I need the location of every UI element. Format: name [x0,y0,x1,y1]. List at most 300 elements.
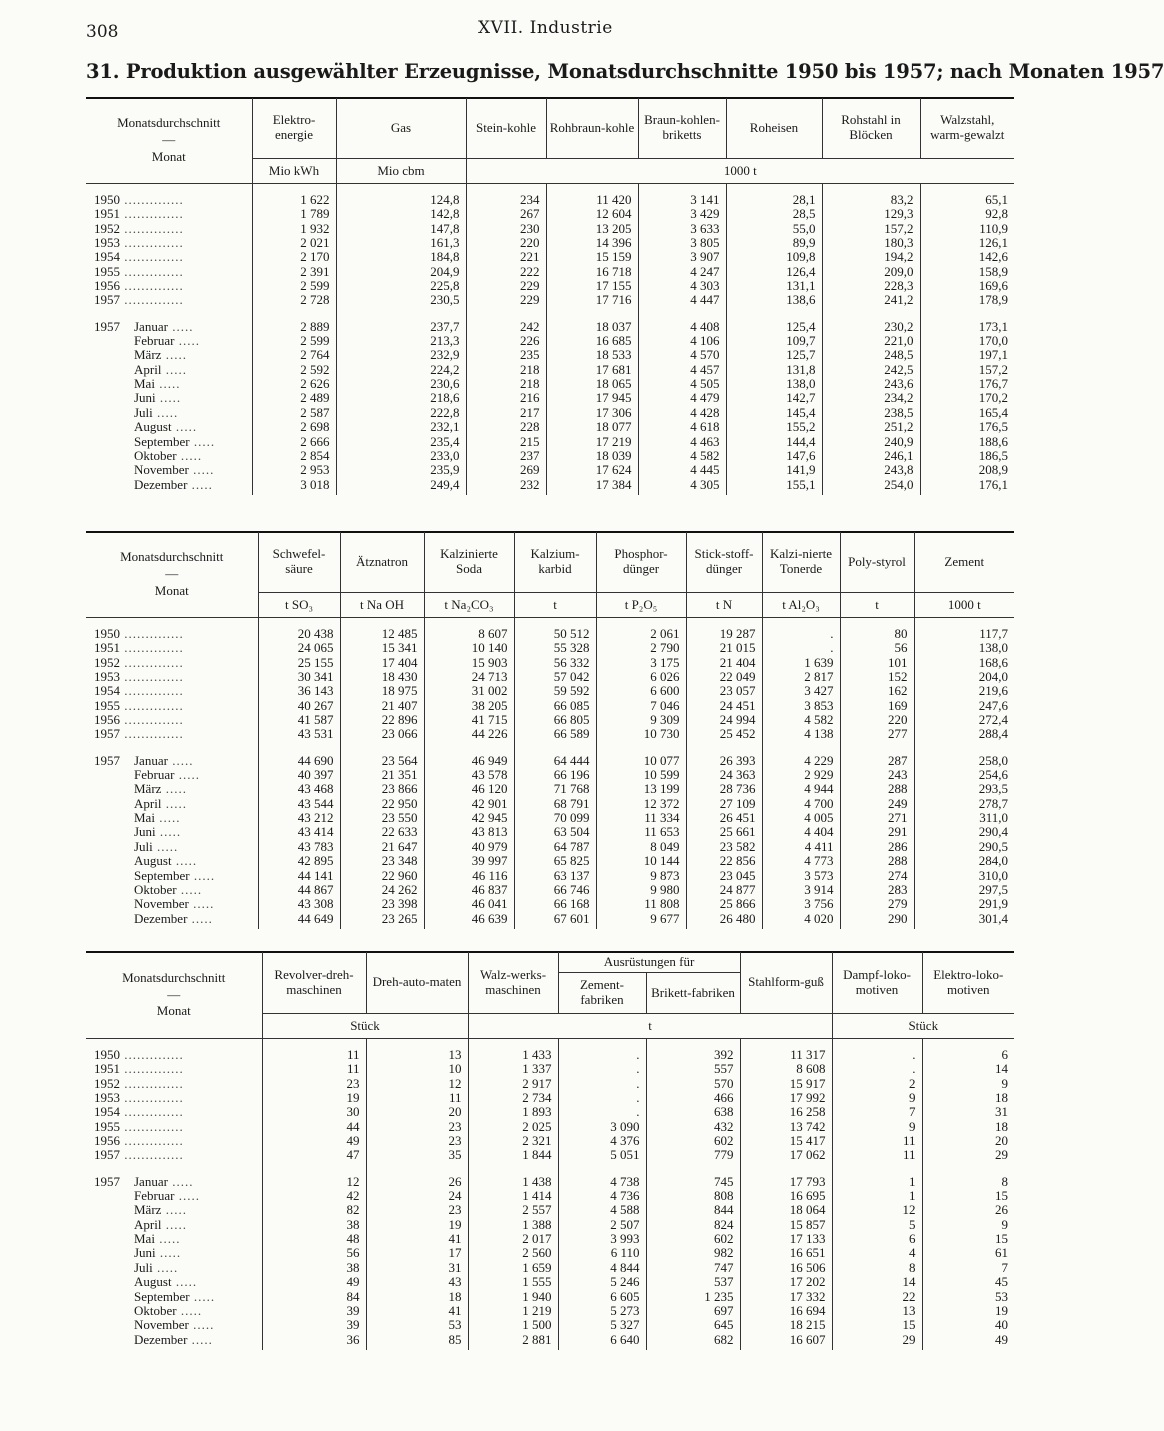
table-cell: 226 [466,334,546,348]
table-cell: 291,9 [914,897,1014,911]
table-row [86,897,1014,911]
row-month-label: Oktober [134,447,177,463]
table-cell: . [832,1039,922,1063]
table-cell: 44 690 [258,754,340,768]
table-cell: 638 [646,1105,740,1119]
table-cell: 16 695 [740,1189,832,1203]
table-cell: 11 420 [546,184,638,208]
table-cell: 17 681 [546,363,638,377]
table-cell: 11 [366,1091,468,1105]
table-cell: 43 813 [424,825,514,839]
table-cell: 67 601 [514,912,596,929]
leader-dots: ..... [189,1288,216,1304]
table-row [86,797,1014,811]
table-cell: 80 [840,618,914,642]
leader-dots: ..... [188,462,215,478]
table-cell: 24 363 [686,768,762,782]
table-cell: 279 [840,897,914,911]
table-cell: 53 [922,1290,1014,1304]
column-header: Kalzi-nierte Tonerde [762,532,840,593]
leader-dots: .............. [120,654,184,670]
table-cell: 15 417 [740,1134,832,1148]
leader-dots: ..... [161,1216,187,1232]
spacer-cell [920,308,1014,320]
row-label [86,912,258,929]
column-header: Dampf-loko-motiven [832,952,922,1014]
table-cell: 63 137 [514,869,596,883]
table-row [86,1232,1014,1246]
table-cell: 297,5 [914,883,1014,897]
row-month-label: Dezember [134,910,188,926]
table-cell: 23 [366,1203,468,1217]
row-year-label: 1951 [94,1061,120,1077]
table-cell: 11 334 [596,811,686,825]
row-month-label: April [134,795,162,811]
table-cell: 173,1 [920,320,1014,334]
table-cell: 17 404 [340,656,424,670]
leader-dots: ..... [171,853,198,869]
table-cell: 9 677 [596,912,686,929]
column-header: Roheisen [726,98,822,159]
table-cell: 126,1 [920,236,1014,250]
table-cell: 188,6 [920,435,1014,449]
table-cell: 169,6 [920,279,1014,293]
table-cell: 1 555 [468,1275,558,1289]
leader-dots: ..... [167,318,194,334]
table-cell: 4 582 [638,449,726,463]
table-cell: 49 [262,1134,366,1148]
row-month-label: Juli [134,838,153,854]
table-cell: 278,7 [914,797,1014,811]
table-row [86,348,1014,362]
table-cell: 7 [832,1105,922,1119]
table-cell: 42 [262,1189,366,1203]
row-label [86,656,258,670]
table-cell: 23 564 [340,754,424,768]
table-row [86,825,1014,839]
table-cell: 9 [922,1218,1014,1232]
table-cell: 44 [262,1120,366,1134]
row-label [86,420,252,434]
table-cell: 125,7 [726,348,822,362]
row-label [86,797,258,811]
table-cell: 247,6 [914,699,1014,713]
stub-head-dash: — [167,986,181,1002]
row-label [86,1203,262,1217]
spacer-cell [914,742,1014,754]
table-cell: 22 896 [340,713,424,727]
table-cell: 2 881 [468,1333,558,1350]
table-cell: 229 [466,293,546,307]
table-cell: 22 950 [340,797,424,811]
table-cell: 109,7 [726,334,822,348]
table-cell: 7 [922,1261,1014,1275]
row-year-label: 1955 [94,263,120,279]
table-cell: 59 592 [514,684,596,698]
leader-dots: ..... [171,419,198,435]
table-cell: 7 046 [596,699,686,713]
row-year-label: 1953 [94,669,120,685]
row-label [86,768,258,782]
row-year-label: 1950 [94,1047,120,1062]
table-cell: 1 622 [252,184,336,208]
table-row [86,883,1014,897]
table-cell: 24 262 [340,883,424,897]
table-cell: 3 907 [638,250,726,264]
table-cell: 10 140 [424,641,514,655]
table-row [86,782,1014,796]
table-cell: 186,5 [920,449,1014,463]
table-cell: 169 [840,699,914,713]
table-cell: 31 [922,1105,1014,1119]
column-header: Poly-styrol [840,532,914,593]
table-cell: 4 738 [558,1175,646,1189]
table-cell: 4 305 [638,478,726,495]
row-label [86,1218,262,1232]
table-cell: 23 582 [686,840,762,854]
table-cell: 3 914 [762,883,840,897]
spacer-cell [922,1163,1014,1175]
table-row [86,334,1014,348]
leader-dots: .............. [120,683,184,699]
stub-head-line1: Monatsdurchschnitt [117,115,221,131]
table-cell: 217 [466,406,546,420]
table-cell: 301,4 [914,912,1014,929]
table-cell: 4 447 [638,293,726,307]
leader-dots: .............. [120,640,184,656]
table-cell: 157,2 [822,222,920,236]
table-cell: 18 037 [546,320,638,334]
unit-header: Stück [262,1014,468,1039]
table-cell: 287 [840,754,914,768]
table-cell: 66 196 [514,768,596,782]
table-cell: 18 [922,1120,1014,1134]
row-label [86,670,258,684]
table-cell: 537 [646,1275,740,1289]
table-cell: 64 787 [514,840,596,854]
table-cell: 27 109 [686,797,762,811]
table-cell: 4 411 [762,840,840,854]
row-label [86,348,252,362]
row-label [86,1304,262,1318]
row-month-label: Dezember [134,1331,188,1347]
table-row [86,1120,1014,1134]
row-month-label: März [134,781,162,797]
table-cell: 46 116 [424,869,514,883]
table-cell: 290 [840,912,914,929]
row-label [86,293,252,307]
table-cell: 18 064 [740,1203,832,1217]
table-cell: 168,6 [914,656,1014,670]
table-cell: 249,4 [336,478,466,495]
row-year-prefix: 1957 [94,318,120,334]
row-label [86,618,258,642]
spacer-cell [366,1163,468,1175]
table-cell: 66 168 [514,897,596,911]
table-cell: 66 746 [514,883,596,897]
spacer-cell [424,742,514,754]
stub-head-line2: Monat [154,582,189,598]
table-cell: 40 397 [258,768,340,782]
table-cell: 2 599 [252,334,336,348]
row-label [86,782,258,796]
table-cell: 21 351 [340,768,424,782]
table-cell: 2 017 [468,1232,558,1246]
table-cell: 2 025 [468,1120,558,1134]
row-label [86,754,258,768]
spacer-cell [340,742,424,754]
column-header: Phosphor-dünger [596,532,686,593]
table-cell: 241,2 [822,293,920,307]
table-cell: 65 825 [514,854,596,868]
table-cell: 21 404 [686,656,762,670]
table-cell: 43 531 [258,727,340,741]
table-cell: 129,3 [822,207,920,221]
row-year-label: 1952 [94,220,120,236]
table-cell: 222,8 [336,406,466,420]
leader-dots: ..... [176,881,203,897]
leader-dots: ..... [189,433,216,449]
row-month-label: Februar [134,767,175,783]
table-cell: 44 141 [258,869,340,883]
table-cell: 4 404 [762,825,840,839]
table-cell: 124,8 [336,184,466,208]
leader-dots: ..... [152,404,179,420]
table-cell: 218 [466,377,546,391]
row-label [86,1120,262,1134]
table-cell: 28,1 [726,184,822,208]
row-year-label: 1953 [94,1090,120,1106]
table-cell: 4 428 [638,406,726,420]
table-cell: 17 793 [740,1175,832,1189]
table-cell: 11 [262,1039,366,1063]
table-cell: 1 893 [468,1105,558,1119]
row-year-label: 1952 [94,1075,120,1091]
row-year-label: 1951 [94,206,120,222]
table-row [86,1203,1014,1217]
table-cell: 2 889 [252,320,336,334]
table-cell: 49 [262,1275,366,1289]
table-cell: 220 [466,236,546,250]
leader-dots: .............. [120,712,184,728]
table-cell: 18 [922,1091,1014,1105]
table-cell: 243,8 [822,463,920,477]
table-cell: 216 [466,391,546,405]
table-cell: 1 337 [468,1062,558,1076]
leader-dots: ..... [189,867,216,883]
column-header: Rohstahl in Blöcken [822,98,920,159]
table-cell: 19 287 [686,618,762,642]
row-label [86,840,258,854]
table-row [86,1091,1014,1105]
table-cell: 237,7 [336,320,466,334]
table-cell: 4 570 [638,348,726,362]
table-cell: 43 308 [258,897,340,911]
table-cell: 23 [366,1134,468,1148]
table-cell: 2 391 [252,265,336,279]
spacer-cell [558,1163,646,1175]
table-cell: 19 [262,1091,366,1105]
spacer-cell [514,742,596,754]
table-cell: 209,0 [822,265,920,279]
leader-dots: .............. [120,669,184,685]
table-cell: 12 [832,1203,922,1217]
table-cell: 38 [262,1218,366,1232]
table-cell: 3 573 [762,869,840,883]
table-cell: 24 065 [258,641,340,655]
column-header: Stahlform-guß [740,952,832,1014]
table-cell: 22 856 [686,854,762,868]
table-cell: 283 [840,883,914,897]
table-cell: 44 649 [258,912,340,929]
table-cell: 251,2 [822,420,920,434]
table-row [86,207,1014,221]
spacer-cell [726,308,822,320]
table-cell: 11 [832,1134,922,1148]
spacer-cell [466,308,546,320]
table-cell: 49 [922,1333,1014,1350]
row-month-label: Oktober [134,881,177,897]
table-cell: 29 [922,1148,1014,1162]
row-month-label: Januar [134,752,168,768]
unit-header: t Na₂CO₃ [424,593,514,618]
table-cell: 39 [262,1318,366,1332]
table-cell: 2 764 [252,348,336,362]
table-cell: 176,7 [920,377,1014,391]
table-cell: 2 489 [252,391,336,405]
table-cell: 4 138 [762,727,840,741]
leader-dots: ..... [154,376,181,392]
table-cell: 165,4 [920,406,1014,420]
table-cell: . [558,1105,646,1119]
table-row [86,377,1014,391]
column-header: Revolver-dreh-maschinen [262,952,366,1014]
table-cell: 170,2 [920,391,1014,405]
table-cell: 57 042 [514,670,596,684]
table-cell: 224,2 [336,363,466,377]
table-row [86,391,1014,405]
table-cell: 682 [646,1333,740,1350]
table-cell: 89,9 [726,236,822,250]
table-cell: 26 451 [686,811,762,825]
table-cell: 2 917 [468,1077,558,1091]
row-month-label: Mai [134,376,155,392]
row-label [86,1091,262,1105]
table-cell: 23 066 [340,727,424,741]
table-cell: 23 [366,1120,468,1134]
table-cell: 238,5 [822,406,920,420]
table-cell: 142,7 [726,391,822,405]
row-year-label: 1956 [94,712,120,728]
table-cell: 1 388 [468,1218,558,1232]
leader-dots: .............. [120,206,184,222]
table-cell: 20 [366,1105,468,1119]
column-header: Ätznatron [340,532,424,593]
table-cell: 24 451 [686,699,762,713]
column-header: Zement-fabriken [558,973,646,1014]
table-row [86,1134,1014,1148]
row-month-label: Juni [134,390,156,406]
table-cell: 155,1 [726,478,822,495]
row-month-label: August [134,419,172,435]
table-cell: 232,1 [336,420,466,434]
table-cell: 48 [262,1232,366,1246]
table-cell: 3 993 [558,1232,646,1246]
table-cell: 2 666 [252,435,336,449]
table-cell: 6 600 [596,684,686,698]
table-cell: 144,4 [726,435,822,449]
table-cell: 248,5 [822,348,920,362]
table-cell: 13 205 [546,222,638,236]
table-cell: 17 062 [740,1148,832,1162]
unit-header: 1000 t [466,159,1014,184]
table-cell: 44 867 [258,883,340,897]
table-cell: 20 438 [258,618,340,642]
table-cell: 18 065 [546,377,638,391]
table-cell: 55 328 [514,641,596,655]
table-cell: 55,0 [726,222,822,236]
stub-head [86,532,258,618]
table-cell: 230,2 [822,320,920,334]
page-number: 308 [86,22,119,42]
table-cell: 234 [466,184,546,208]
table-cell: 3 756 [762,897,840,911]
table-cell: 21 647 [340,840,424,854]
spacer-cell [468,1163,558,1175]
table-cell: 6 026 [596,670,686,684]
table-cell: 290,5 [914,840,1014,854]
table-cell: 24 877 [686,883,762,897]
table-cell: 4 229 [762,754,840,768]
table-cell: 18 077 [546,420,638,434]
column-header: Kalzium-karbid [514,532,596,593]
table-cell: 271 [840,811,914,825]
unit-header: t Na OH [340,593,424,618]
table-row [86,1304,1014,1318]
table-cell: 16 506 [740,1261,832,1275]
table-cell: 145,4 [726,406,822,420]
table-cell: 3 175 [596,656,686,670]
table-cell: 269 [466,463,546,477]
table-cell: 170,0 [920,334,1014,348]
row-month-label: Februar [134,1188,175,1204]
table-row [86,1275,1014,1289]
leader-dots: ..... [176,447,203,463]
unit-header: 1000 t [914,593,1014,618]
leader-dots: ..... [161,795,187,811]
table-cell: 6 [832,1232,922,1246]
table-cell: 17 155 [546,279,638,293]
row-year-label: 1954 [94,683,120,699]
unit-header: t P₂O₅ [596,593,686,618]
table-cell: 221 [466,250,546,264]
table-cell: 2 587 [252,406,336,420]
table-cell: 2 817 [762,670,840,684]
row-year-label: 1956 [94,278,120,294]
row-label [86,1318,262,1332]
table-row [86,699,1014,713]
unit-header: t [840,593,914,618]
table-cell: 46 041 [424,897,514,911]
table-cell: 176,5 [920,420,1014,434]
table-cell: 4 247 [638,265,726,279]
table-cell: 61 [922,1246,1014,1260]
table-cell: 43 414 [258,825,340,839]
leader-dots: ..... [161,361,187,377]
row-label [86,1134,262,1148]
row-label [86,869,258,883]
row-year-label: 1956 [94,1133,120,1149]
